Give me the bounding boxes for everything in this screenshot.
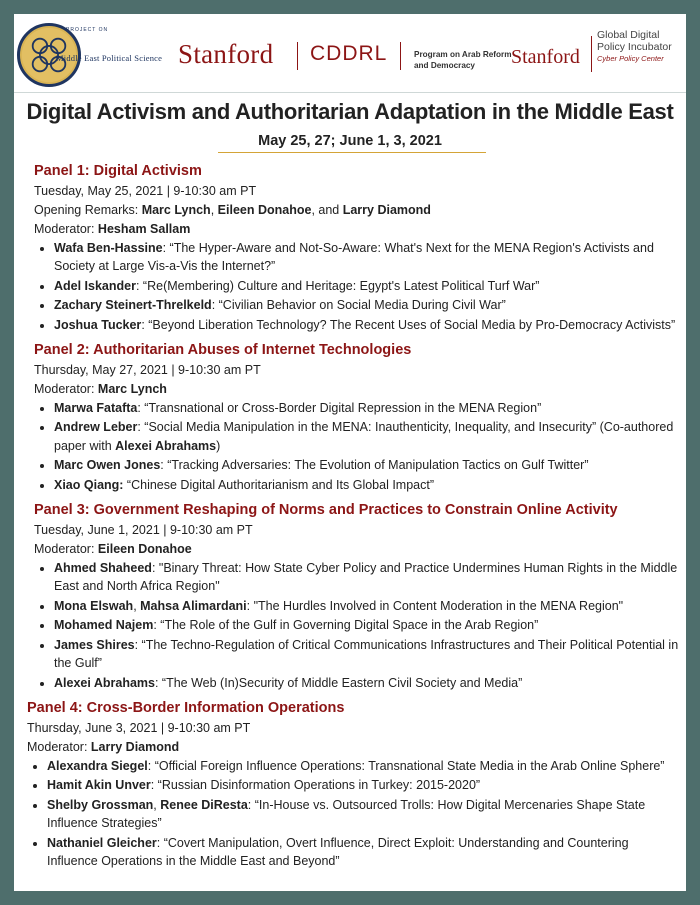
speaker-name: Mahsa Alimardani [140, 598, 247, 613]
opening-remarks: Opening Remarks: Marc Lynch, Eileen Donahoe, and Larry Diamond [34, 203, 431, 217]
talk-tail: ) [216, 438, 221, 453]
talk-item [54, 399, 679, 418]
speaker-name: Nathaniel Gleicher [47, 835, 157, 850]
talk-item [47, 757, 679, 776]
speaker-name: James Shires [54, 637, 135, 652]
speaker-name: Joshua Tucker [54, 317, 142, 332]
talk-item [54, 616, 679, 635]
event-dates: May 25, 27; June 1, 3, 2021 [258, 133, 442, 149]
talk-item [47, 776, 679, 795]
talk-item [54, 476, 679, 495]
moderator [34, 540, 679, 559]
panel-1 [34, 161, 679, 335]
talk-title: : “Beyond Liberation Technology? The Recent Uses of Social Media by Pro-Democracy Activists” [141, 317, 676, 332]
talk-title: : “Social Media Manipulation in the MENA: Inauthenticity, Inequality, and Insecurity” (Co-authored paper with [54, 420, 674, 453]
speaker-name: Xiao Qiang: [54, 477, 124, 492]
talk-title: “Chinese Digital Authoritarianism and Its Global Impact” [123, 477, 435, 492]
talk-item [54, 559, 679, 597]
speaker-name: Ahmed Shaheed [54, 561, 152, 576]
speaker-name: Alexandra Siegel [47, 758, 148, 773]
talk-title: : “Official Foreign Influence Operations: Transnational State Media in the Arab Online Sphere” [147, 758, 665, 773]
agenda [27, 161, 679, 876]
moderator [27, 738, 679, 757]
moderator-label: Moderator: [27, 739, 91, 754]
talk-item [47, 834, 679, 872]
gdpi-subtitle: Cyber Policy Center [597, 54, 664, 63]
talk-title: : “In-House vs. Outsourced Trolls: How Digital Mercenaries Shape State Influence Strategies” [47, 797, 646, 831]
logo-divider [591, 36, 592, 72]
gdpi-line1: Global Digital [597, 29, 660, 41]
talk-title: : “Tracking Adversaries: The Evolution of Manipulation Tactics on Gulf Twitter” [160, 458, 589, 473]
talk-title: : “The Web (In)Security of Middle Eastern Civil Society and Media” [154, 675, 523, 690]
header-divider [14, 92, 686, 93]
panel-4 [27, 698, 679, 871]
pomeps-name: Middle East Political Science [56, 53, 163, 63]
gdpi-line2: Policy Incubator [597, 41, 672, 53]
talk-list [27, 757, 679, 871]
stanford-secondary-logo: Stanford [511, 46, 580, 68]
speaker-name: Renee DiResta [160, 797, 248, 812]
moderator-name: Eileen Donahoe [97, 542, 192, 557]
coauthor-name: Alexei Abrahams [115, 438, 217, 453]
panel-3 [34, 500, 679, 693]
panel-schedule: Tuesday, June 1, 2021 | 9-10:30 am PT [34, 523, 253, 538]
moderator-name: Hesham Sallam [97, 222, 191, 236]
speaker-name: Marc Owen Jones [54, 458, 161, 473]
moderator [34, 220, 679, 239]
panel-schedule: Thursday, May 27, 2021 | 9-10:30 am PT [34, 363, 261, 378]
talk-item [54, 239, 679, 277]
gdpi-logo [597, 29, 672, 65]
speaker-name: Andrew Leber [54, 420, 138, 435]
panel-schedule: Tuesday, May 25, 2021 | 9-10:30 am PT [34, 184, 257, 198]
speaker-name: Larry Diamond [342, 203, 431, 217]
talk-item [54, 674, 679, 693]
moderator-name: Marc Lynch [97, 382, 167, 397]
program-arab-reform-logo: Program on Arab Reform and Democracy [414, 50, 512, 70]
speaker-name: Mona Elswah [54, 598, 134, 613]
speaker-name: Eileen Donahoe [217, 203, 312, 217]
moderator-label: Moderator: [34, 222, 98, 236]
title-underline [218, 152, 486, 153]
speaker-name: Mohamed Najem [54, 618, 154, 633]
talk-title: : "The Hurdles Involved in Content Moderation in the MENA Region" [246, 598, 624, 613]
speaker-name: Adel Iskander [54, 278, 136, 293]
logo-header [14, 14, 686, 92]
talk-item [54, 456, 679, 475]
panel-title: Panel 2: Authoritarian Abuses of Internet Technologies [34, 342, 412, 359]
talk-title: : “Russian Disinformation Operations in Turkey: 2015-2020” [150, 778, 481, 793]
logo-divider [297, 42, 298, 70]
speaker-name: Zachary Steinert-Threlkeld [54, 298, 212, 313]
opening-label: Opening Remarks: [34, 203, 142, 217]
panel-title: Panel 4: Cross-Border Information Operations [27, 699, 345, 716]
speaker-name: Marwa Fatafta [54, 401, 138, 416]
panel-title: Panel 3: Government Reshaping of Norms and Practices to Constrain Online Activity [34, 502, 618, 519]
talk-list [34, 239, 679, 335]
talk-title: : “Covert Manipulation, Overt Influence, Direct Exploit: Understanding and Countering Influence Operations in the Middle East and Beyond” [47, 835, 629, 868]
moderator-label: Moderator: [34, 542, 98, 557]
flyer-page [14, 14, 686, 891]
speaker-name: Marc Lynch [141, 203, 211, 217]
logo-divider [400, 42, 401, 70]
talk-item: • Mona Elswah, Mahsa Alimardani: "The Hurdles Involved in Content Moderation in the MENA Region" [54, 597, 679, 616]
talk-item [54, 316, 679, 335]
talk-title: : “Civilian Behavior on Social Media During Civil War” [211, 298, 506, 313]
moderator-label: Moderator: [34, 382, 98, 397]
talk-item [54, 636, 679, 674]
speaker-name: Hamit Akin Unver [47, 778, 151, 793]
talk-item [54, 418, 679, 456]
talk-item [54, 296, 679, 315]
talk-item [54, 277, 679, 296]
pomeps-top-text: PROJECT ON [66, 27, 109, 33]
speaker-name: Alexei Abrahams [54, 675, 155, 690]
panel-2 [34, 340, 679, 495]
panel-title: Panel 1: Digital Activism [34, 163, 202, 179]
speaker-name: Shelby Grossman [47, 797, 154, 812]
cddrl-logo: CDDRL [310, 42, 388, 65]
talk-title: : “The Techno-Regulation of Critical Communications Infrastructures and Their Political Potential in the Gulf” [54, 637, 679, 671]
talk-list [34, 559, 679, 693]
talk-title: : “The Hyper-Aware and Not-So-Aware: What's Next for the MENA Region's Activists and Society at Large Vis-a-Vis the Internet?” [54, 241, 654, 274]
speaker-name: Wafa Ben-Hassine [54, 241, 163, 255]
talk-title: : “The Role of the Gulf in Governing Digital Space in the Arab Region” [153, 618, 539, 633]
talk-list [34, 399, 679, 495]
talk-title: : "Binary Threat: How State Cyber Policy and Practice Undermines Human Rights in the Middle East and North Africa Region" [54, 561, 678, 594]
event-title: Digital Activism and Authoritarian Adaptation in the Middle East [26, 99, 674, 124]
talk-title: : “Transnational or Cross-Border Digital Repression in the MENA Region” [137, 401, 542, 416]
stanford-logo: Stanford [178, 39, 274, 69]
panel-schedule: Thursday, June 3, 2021 | 9-10:30 am PT [27, 720, 251, 735]
moderator [34, 380, 679, 399]
talk-title: : “Re(Membering) Culture and Heritage: Egypt's Latest Political Turf War” [135, 278, 540, 293]
moderator-name: Larry Diamond [90, 739, 180, 754]
talk-item: • Shelby Grossman, Renee DiResta: “In-House vs. Outsourced Trolls: How Digital Mercenaries Shape State Influence Strategies” [47, 796, 679, 834]
